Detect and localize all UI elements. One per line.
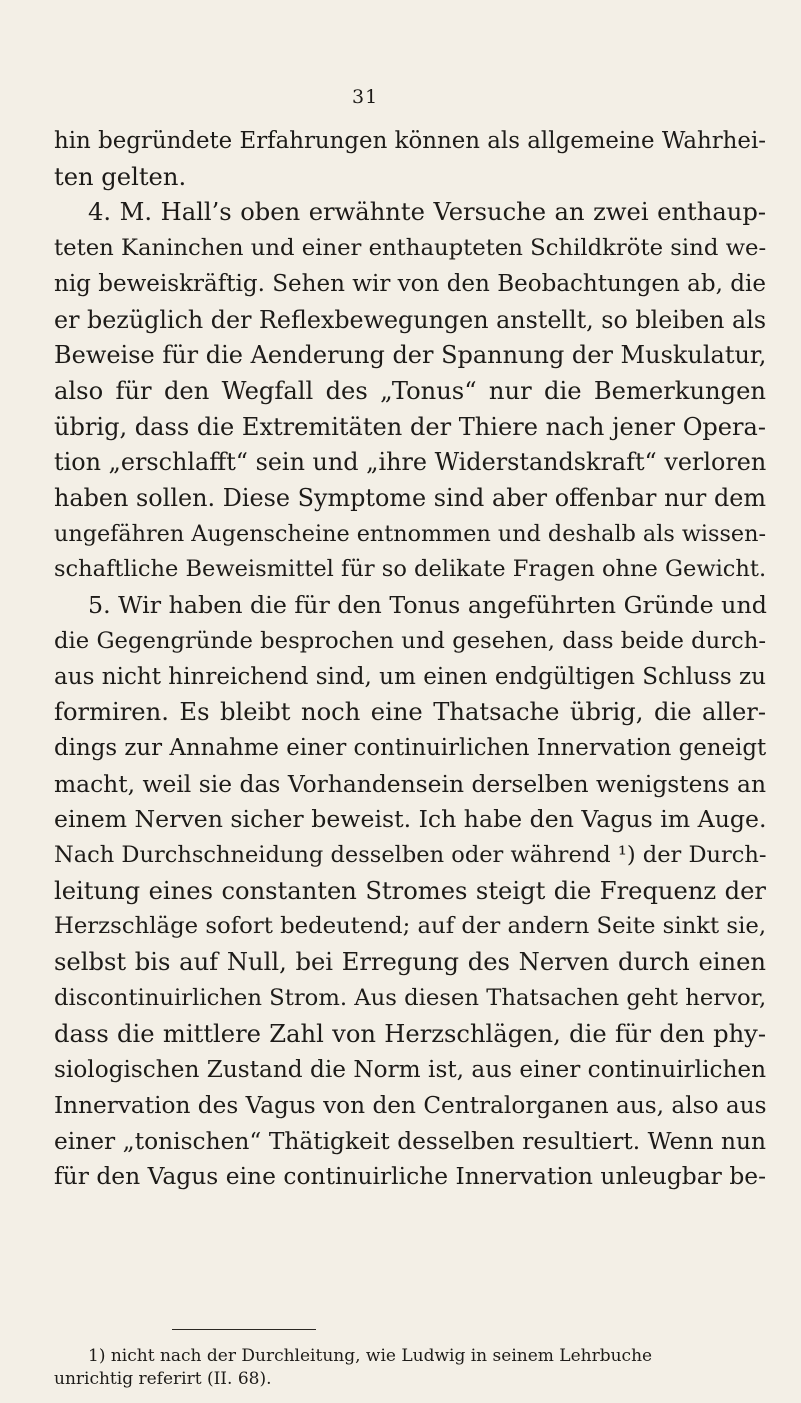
text-line: 5. Wir haben die für den Tonus angeführten Gründe und [88,591,767,620]
text-line: aus nicht hinreichend sind, um einen endgültigen Schluss zu [54,663,766,690]
footnote-rule [172,1329,316,1330]
footnote [54,1345,766,1391]
text-line: dass die mittlere Zahl von Herzschlägen, die für den phy- [54,1019,766,1048]
text-line: Herzschläge sofort bedeutend; auf der andern Seite sinkt sie, [54,913,767,940]
text-line: ungefähren Augenscheine entnommen und deshalb als wissen- [54,520,766,547]
text-line: selbst bis auf Null, bei Erregung des Nerven durch einen [54,948,766,977]
text-line: macht, weil sie das Vorhandensein derselben wenigstens an [54,769,766,798]
text-line: für den Vagus eine continuirliche Innervation unleugbar be- [54,1162,766,1191]
text-line: siologischen Zustand die Norm ist, aus einer continuirlichen [54,1056,767,1084]
text-line: also für den Wegfall des „Tonus“ nur die Bemerkungen [54,376,766,405]
text-line: die Gegengründe besprochen und gesehen, dass beide durch- [54,627,766,654]
text-line: einer „tonischen“ Thätigkeit desselben resultiert. Wenn nun [54,1127,766,1155]
footnote-line: 1) nicht nach der Durchleitung, wie Ludwig in seinem Lehrbuche [88,1346,653,1366]
text-line: übrig, dass die Extremitäten der Thiere nach jener Opera- [54,412,766,441]
text-line: formiren. Es bleibt noch eine Thatsache übrig, die aller- [54,698,766,727]
text-line: ten gelten. [54,162,187,191]
page-number: 31 [352,86,379,108]
text-line: einem Nerven sicher beweist. Ich habe den Vagus im Auge. [54,805,767,834]
text-line: schaftliche Beweismittel für so delikate Fragen ohne Gewicht. [54,556,767,583]
text-line: leitung eines constanten Stromes steigt die Frequenz der [54,876,766,905]
text-line: discontinuirlichen Strom. Aus diesen Thatsachen geht hervor, [54,984,767,1011]
text-line: hin begründete Erfahrungen können als allgemeine Wahrhei- [54,128,766,154]
text-line: Beweise für die Aenderung der Spannung der Muskulatur, [54,341,767,370]
text-line: tion „erschlafft“ sein und „ihre Widerstandskraft“ verloren [54,448,767,477]
body-text [54,124,766,1195]
footnote-line: unrichtig referirt (II. 68). [54,1369,272,1389]
text-line: nig beweiskräftig. Sehen wir von den Beobachtungen ab, die [54,270,766,297]
text-line: teten Kaninchen und einer enthaupteten Schildkröte sind we- [54,235,767,262]
text-line: dings zur Annahme einer continuirlichen Innervation geneigt [54,734,767,761]
text-line: 4. M. Hall’s oben erwähnte Versuche an zwei enthaup- [88,198,766,227]
text-line: Nach Durchschneidung desselben oder während ¹) der Durch- [54,842,767,869]
text-line: er bezüglich der Reflexbewegungen anstellt, so bleiben als [54,305,767,334]
text-line: Innervation des Vagus von den Centralorganen aus, also aus [54,1091,767,1119]
text-line: haben sollen. Diese Symptome sind aber offenbar nur dem [54,484,766,513]
